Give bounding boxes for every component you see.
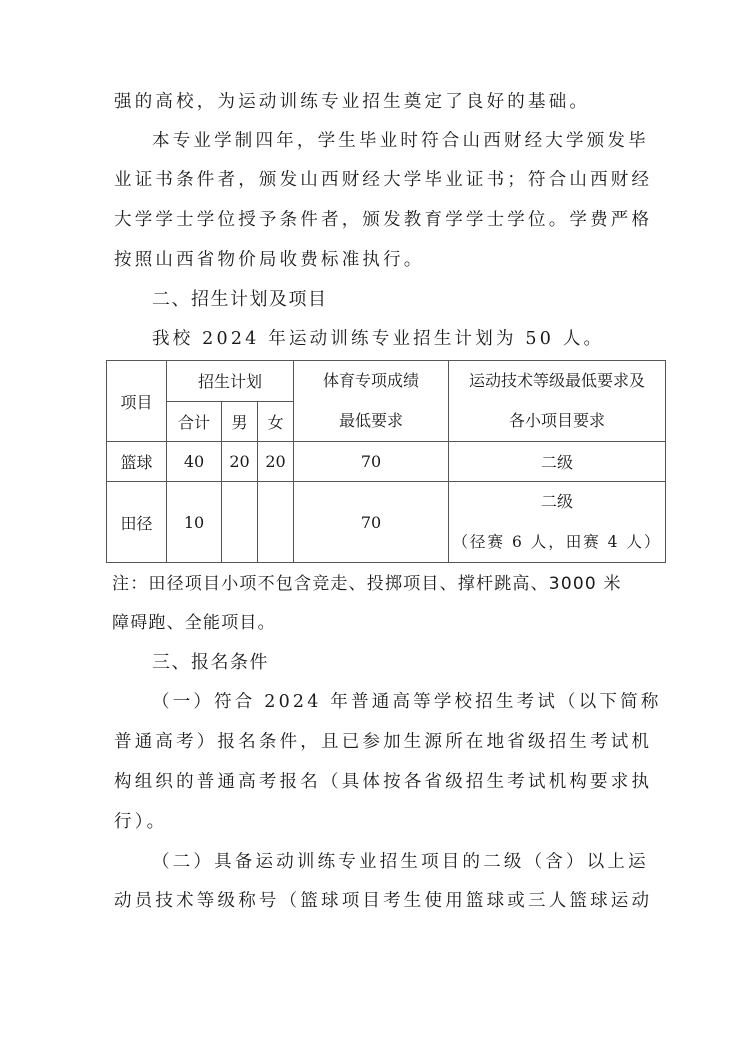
paragraph-line: 构组织的普通高考报名（具体按各省级招生考试机构要求执 bbox=[114, 772, 653, 792]
section-heading: 二、招生计划及项目 bbox=[152, 289, 328, 310]
paragraph-line: 动员技术等级称号（篮球项目考生使用篮球或三人篮球运动 bbox=[114, 891, 653, 911]
paragraph-line: 强的高校，为运动训练专业招生奠定了良好的基础。 bbox=[114, 92, 591, 112]
table-note: 障碍跑、全能项目。 bbox=[112, 613, 276, 633]
header-score-line1: 体育专项成绩 bbox=[322, 371, 419, 390]
cell-female bbox=[258, 482, 294, 563]
paragraph-line: 行）。 bbox=[114, 812, 168, 832]
header-level bbox=[449, 361, 666, 442]
paragraph-line: （二）具备运动训练专业招生项目的二级（含）以上运 bbox=[152, 852, 649, 872]
header-score bbox=[294, 361, 449, 442]
paragraph-line: 普通高考）报名条件，且已参加生源所在地省级招生考试机 bbox=[114, 732, 653, 752]
cell-item: 田径 bbox=[107, 482, 167, 563]
cell-score: 70 bbox=[294, 482, 449, 563]
enrollment-plan-table bbox=[106, 360, 666, 563]
cell-level-note: （径赛 6 人，田赛 4 人） bbox=[452, 533, 662, 551]
header-level-line1: 运动技术等级最低要求及 bbox=[468, 371, 645, 390]
paragraph-line: （一）符合 2024 年普通高等学校招生考试（以下简称 bbox=[152, 692, 662, 712]
paragraph-line: 业证书条件者，颁发山西财经大学毕业证书；符合山西财经 bbox=[114, 170, 653, 190]
header-female: 女 bbox=[258, 401, 294, 442]
paragraph-line: 本专业学制四年，学生毕业时符合山西财经大学颁发毕 bbox=[152, 131, 649, 151]
paragraph-line: 我校 2024 年运动训练专业招生计划为 50 人。 bbox=[152, 329, 605, 349]
header-item: 项目 bbox=[107, 361, 167, 442]
table-row bbox=[107, 482, 666, 563]
paragraph-line: 大学学士学位授予条件者，颁发教育学学士学位。学费严格 bbox=[114, 210, 653, 230]
header-male: 男 bbox=[222, 401, 258, 442]
cell-female: 20 bbox=[258, 442, 294, 482]
table-note: 注：田径项目小项不包含竞走、投掷项目、撑杆跳高、3000 米 bbox=[112, 574, 622, 594]
cell-level: 二级 bbox=[449, 442, 666, 482]
cell-item: 篮球 bbox=[107, 442, 167, 482]
cell-total: 40 bbox=[167, 442, 222, 482]
cell-male: 20 bbox=[222, 442, 258, 482]
section-heading: 三、报名条件 bbox=[152, 652, 269, 673]
cell-score: 70 bbox=[294, 442, 449, 482]
cell-male bbox=[222, 482, 258, 563]
header-total: 合计 bbox=[167, 401, 222, 442]
table-row bbox=[107, 442, 666, 482]
cell-total: 10 bbox=[167, 482, 222, 563]
cell-level bbox=[449, 482, 666, 563]
paragraph-line: 按照山西省物价局收费标准执行。 bbox=[114, 250, 425, 270]
header-score-line2: 最低要求 bbox=[338, 411, 403, 430]
header-level-line2: 各小项目要求 bbox=[508, 411, 605, 430]
header-plan: 招生计划 bbox=[167, 361, 294, 402]
cell-level-value: 二级 bbox=[540, 492, 573, 511]
